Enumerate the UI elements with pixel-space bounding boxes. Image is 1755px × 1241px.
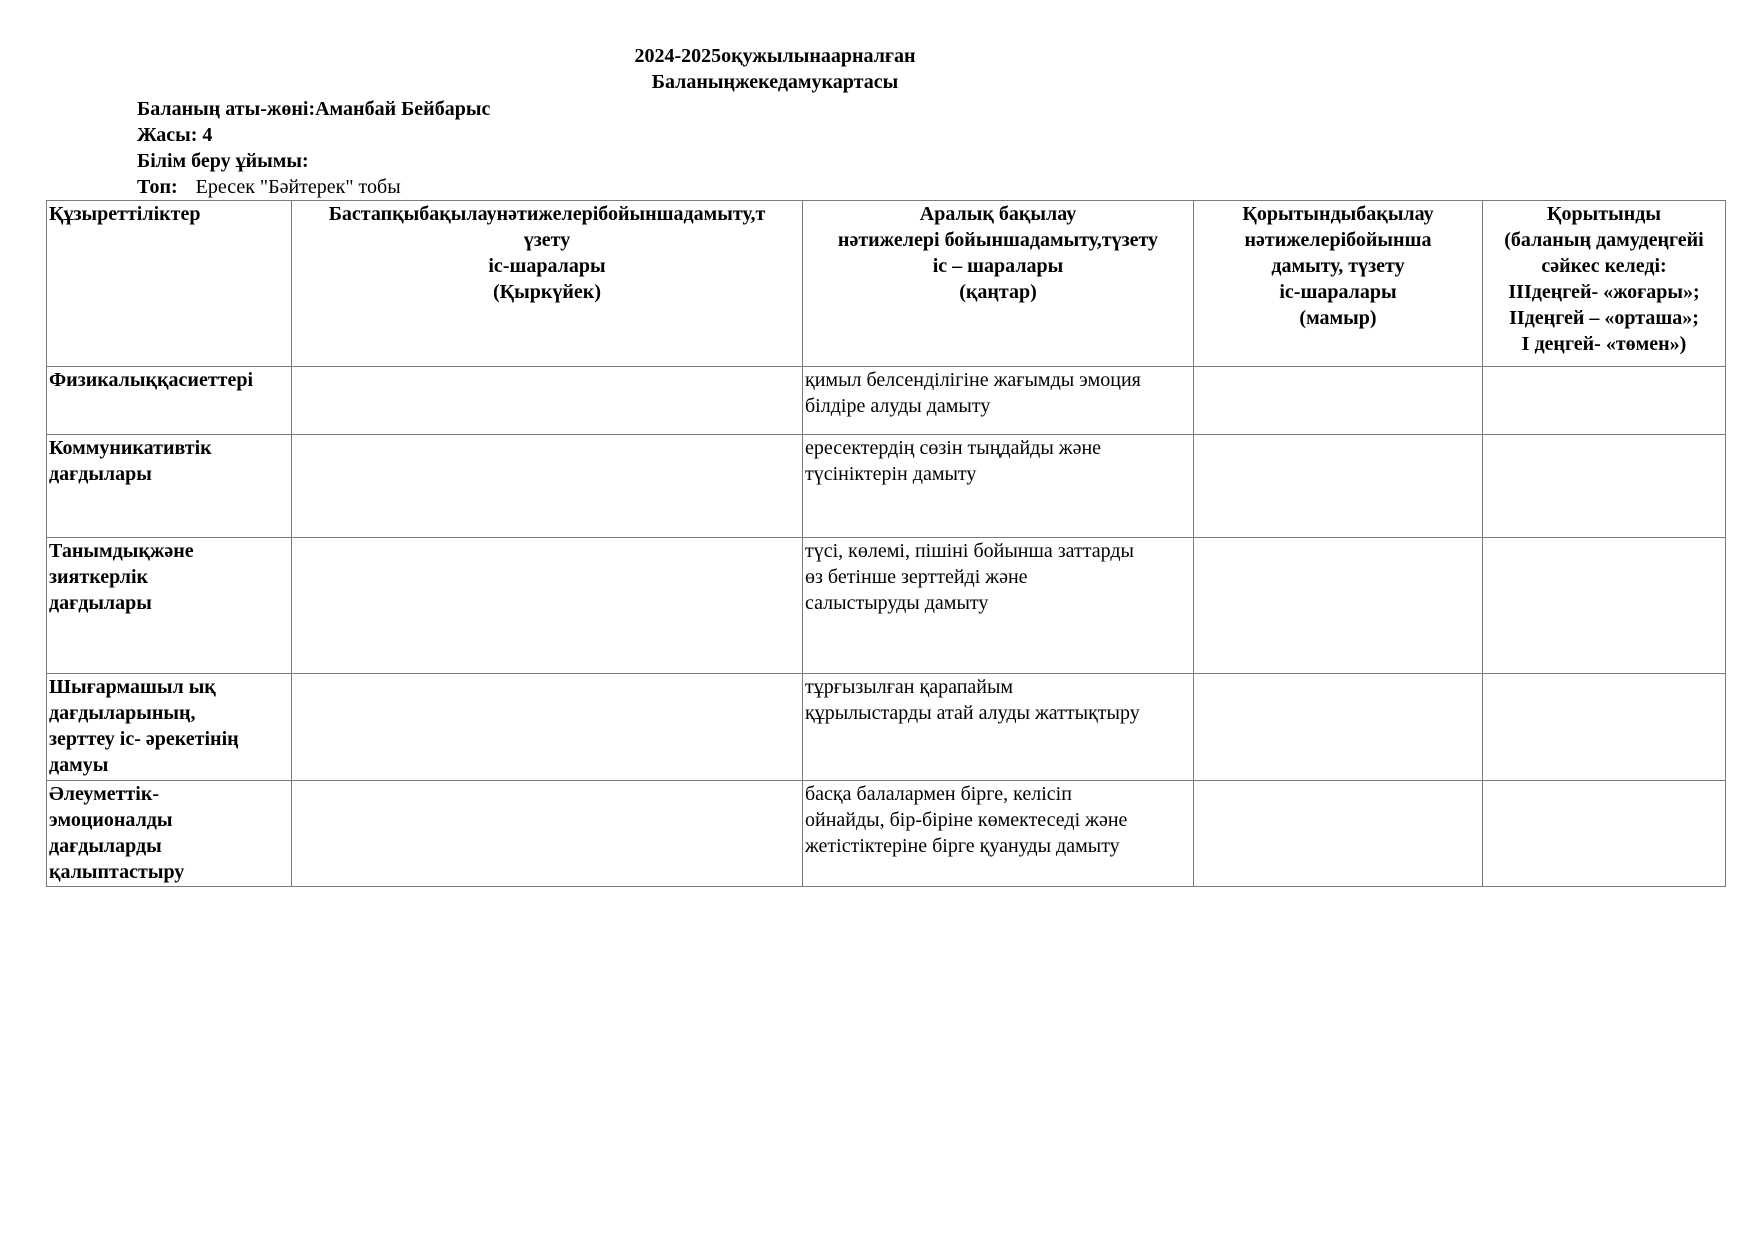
initial-cell [292, 435, 803, 538]
organization-line [137, 148, 309, 174]
header-result: Қорытынды (баланың дамудеңгейі сәйкес келеді: IIIдеңгей- «жоғары»; IIдеңгей – «орташа»; I деңгей- «төмен») [1483, 201, 1726, 367]
result-cell [1483, 367, 1726, 435]
mid-cell: басқа балалармен бірге, келісіп ойнайды, бір-біріне көмектеседі және жетістіктеріне бірге қуануды дамыту [803, 781, 1194, 887]
child-age-line [137, 122, 212, 148]
child-name-label: Баланың аты-жөні: [137, 98, 316, 120]
document-title-line2: Баланыңжекедамукартасы [651, 71, 899, 93]
document-title-line1: 2024-2025оқужылынаарналған [634, 45, 916, 67]
organization-label: Білім беру ұйымы: [137, 150, 309, 172]
mid-cell: түсі, көлемі, пішіні бойынша заттарды өз бетінше зерттейді және салыстыруды дамыту [803, 538, 1194, 674]
row-label: Танымдықжәне зияткерлік дағдылары [47, 538, 292, 674]
initial-cell [292, 781, 803, 887]
result-cell [1483, 674, 1726, 781]
result-cell [1483, 781, 1726, 887]
row-label: Физикалыққасиеттері [47, 367, 292, 435]
header-final-control: Қорытындыбақылау нәтижелерібойынша дамыту, түзету іс-шаралары (мамыр) [1194, 201, 1483, 367]
row-label: Әлеуметтік- эмоционалды дағдыларды қалыптастыру [47, 781, 292, 887]
group-line [137, 174, 401, 200]
header-intermediate-control: Аралық бақылау нәтижелері бойыншадамыту,түзету іс – шаралары (қаңтар) [803, 201, 1194, 367]
group-label: Топ: [137, 176, 178, 198]
final-cell [1194, 435, 1483, 538]
table-row [47, 367, 1726, 435]
result-cell [1483, 435, 1726, 538]
mid-cell: тұрғызылған қарапайым құрылыстарды атай алуды жаттықтыру [803, 674, 1194, 781]
mid-cell: қимыл белсенділігіне жағымды эмоция білдіре алуды дамыту [803, 367, 1194, 435]
initial-cell [292, 674, 803, 781]
development-card-table [46, 200, 1726, 887]
row-label: Шығармашыл ық дағдыларының, зерттеу іс- әрекетінің дамуы [47, 674, 292, 781]
final-cell [1194, 367, 1483, 435]
final-cell [1194, 674, 1483, 781]
child-age-label: Жасы: 4 [137, 124, 213, 146]
final-cell [1194, 781, 1483, 887]
final-cell [1194, 538, 1483, 674]
table-row [47, 674, 1726, 781]
row-label: Коммуникативтік дағдылары [47, 435, 292, 538]
header-competencies: Құзыреттіліктер [47, 201, 292, 367]
initial-cell [292, 538, 803, 674]
group-value: Ересек "Бәйтерек" тобы [195, 176, 401, 198]
child-name-line [137, 96, 490, 122]
table-row [47, 538, 1726, 674]
header-initial-control: Бастапқыбақылаунәтижелерібойыншадамыту,т үзету іс-шаралары (Қыркүйек) [292, 201, 803, 367]
table-row [47, 781, 1726, 887]
mid-cell: ересектердің сөзін тыңдайды және түсініктерін дамыту [803, 435, 1194, 538]
table-row [47, 435, 1726, 538]
initial-cell [292, 367, 803, 435]
child-name-value: Аманбай Бейбарыс [315, 98, 491, 120]
result-cell [1483, 538, 1726, 674]
table-header-row [47, 201, 1726, 367]
